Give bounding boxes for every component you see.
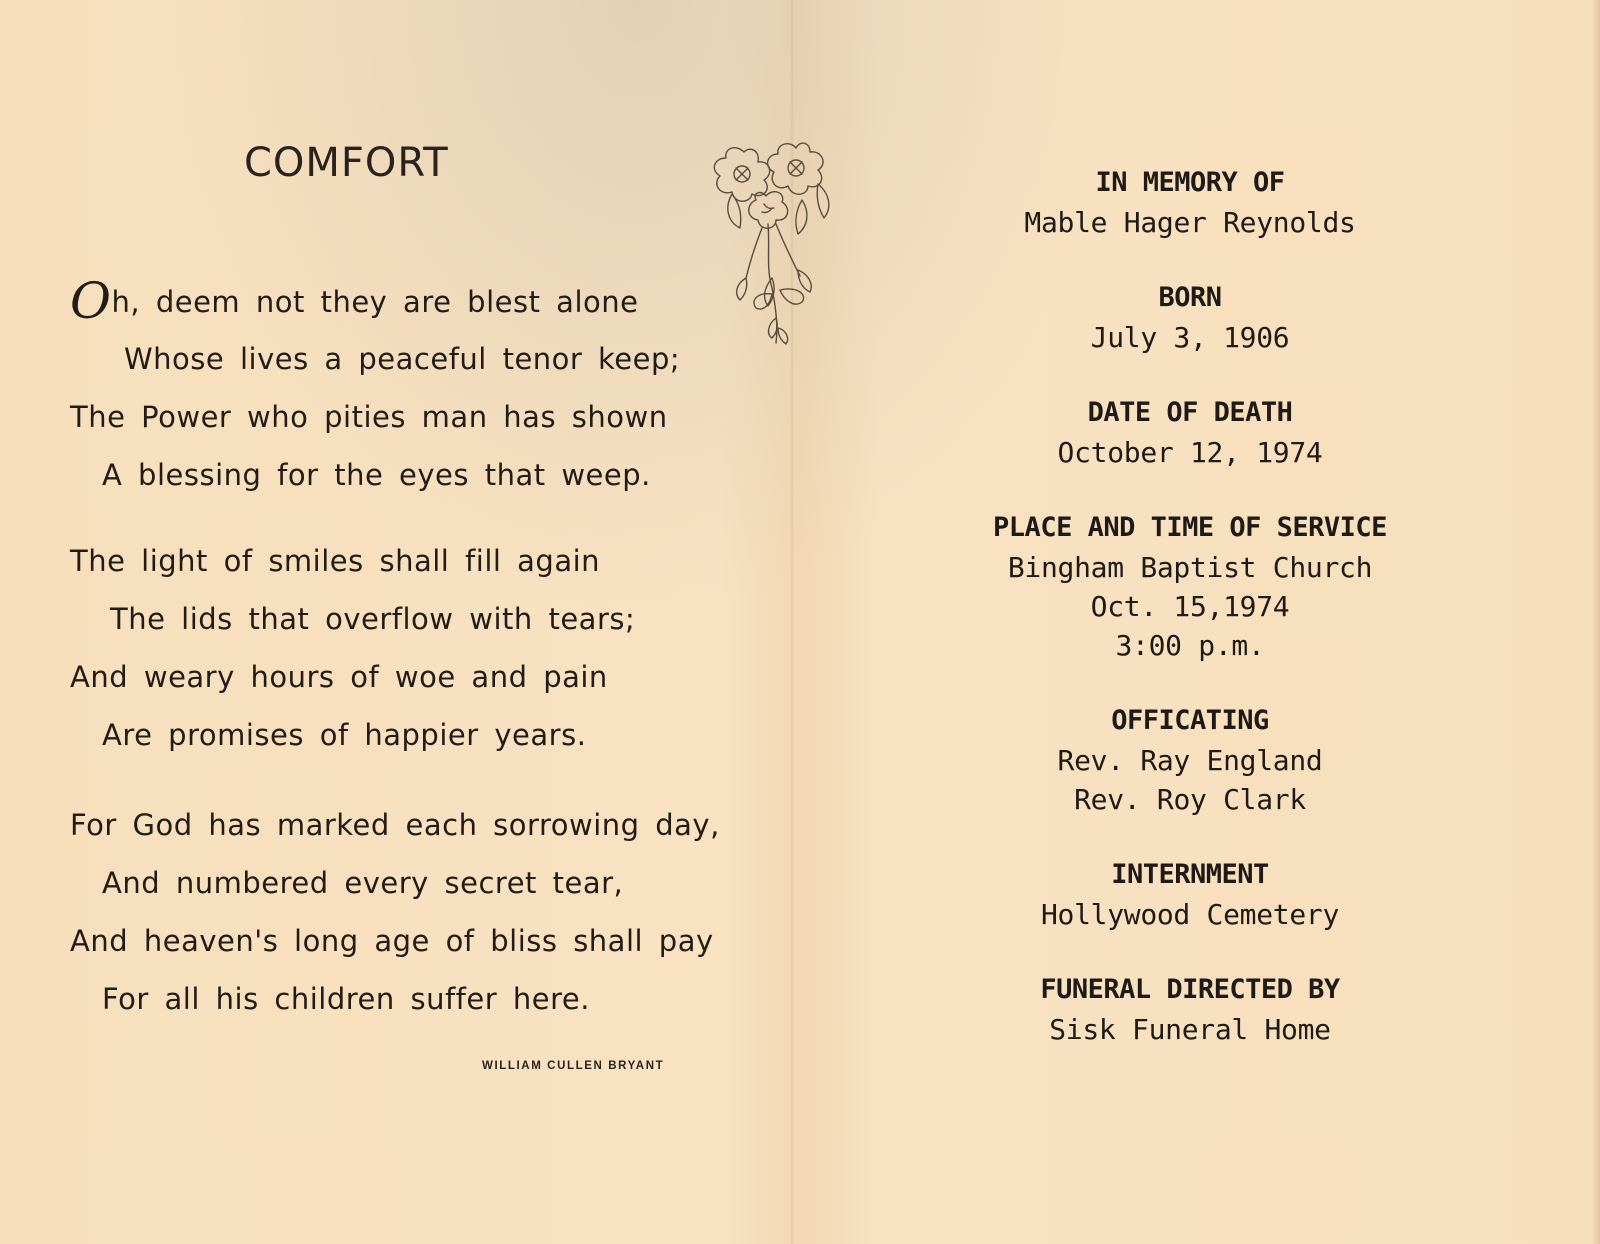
poem-title: COMFORT: [244, 140, 449, 186]
poem-line: For God has marked each sorrowing day,: [70, 808, 720, 842]
born-block: [900, 278, 1480, 357]
poem-line: The light of smiles shall fill again: [70, 544, 601, 578]
drop-cap: O: [70, 272, 112, 330]
officiant-2: Rev. Roy Clark: [1074, 783, 1306, 816]
service-date: Oct. 15,1974: [1090, 590, 1290, 623]
poem-line: Are promises of happier years.: [102, 718, 587, 752]
service-label: PLACE AND TIME OF SERVICE: [993, 512, 1387, 543]
service-place: Bingham Baptist Church: [1007, 551, 1373, 584]
service-time: 3:00 p.m.: [1115, 629, 1265, 662]
officiating-block: [900, 701, 1480, 819]
poem-line: The lids that overflow with tears;: [110, 602, 636, 636]
service-block: [900, 508, 1480, 665]
death-label: DATE OF DEATH: [1087, 397, 1293, 428]
death-date: October 12, 1974: [1057, 436, 1323, 469]
poem-line: And weary hours of woe and pain: [70, 660, 608, 694]
poem-line: For all his children suffer here.: [102, 982, 590, 1016]
funeral-home: Sisk Funeral Home: [1049, 1013, 1331, 1046]
officiating-label: OFFICATING: [1111, 705, 1269, 736]
poem-line: And heaven's long age of bliss shall pay: [70, 924, 714, 958]
born-date: July 3, 1906: [1090, 321, 1290, 354]
death-block: [900, 393, 1480, 472]
poem-line: A blessing for the eyes that weep.: [102, 458, 651, 492]
flower-bouquet-icon: [706, 138, 846, 348]
officiant-1: Rev. Ray England: [1057, 744, 1323, 777]
in-memory-block: [900, 163, 1480, 242]
funeral-block: [900, 970, 1480, 1049]
interment-place: Hollywood Cemetery: [1040, 898, 1340, 931]
poem-line: Whose lives a peaceful tenor keep;: [124, 342, 681, 376]
poem-stanza-3: [70, 796, 750, 1028]
poem-line: And numbered every secret tear,: [102, 866, 624, 900]
paper-edge: [1592, 0, 1600, 1244]
poem-line: The Power who pities man has shown: [70, 400, 668, 434]
funeral-label: FUNERAL DIRECTED BY: [1040, 974, 1340, 1005]
born-label: BORN: [1158, 282, 1222, 313]
interment-label: INTERNMENT: [1111, 859, 1269, 890]
poem-author: WILLIAM CULLEN BRYANT: [482, 1060, 665, 1072]
in-memory-label: IN MEMORY OF: [1095, 167, 1285, 198]
poem-line: [70, 272, 750, 330]
poem-stanza-2: [70, 532, 750, 764]
deceased-name: Mable Hager Reynolds: [1024, 206, 1356, 239]
poem-stanza-1: [70, 272, 750, 504]
poem-line-text: h, deem not they are blest alone: [111, 285, 639, 319]
memorial-details: [900, 163, 1480, 1085]
interment-block: [900, 855, 1480, 934]
